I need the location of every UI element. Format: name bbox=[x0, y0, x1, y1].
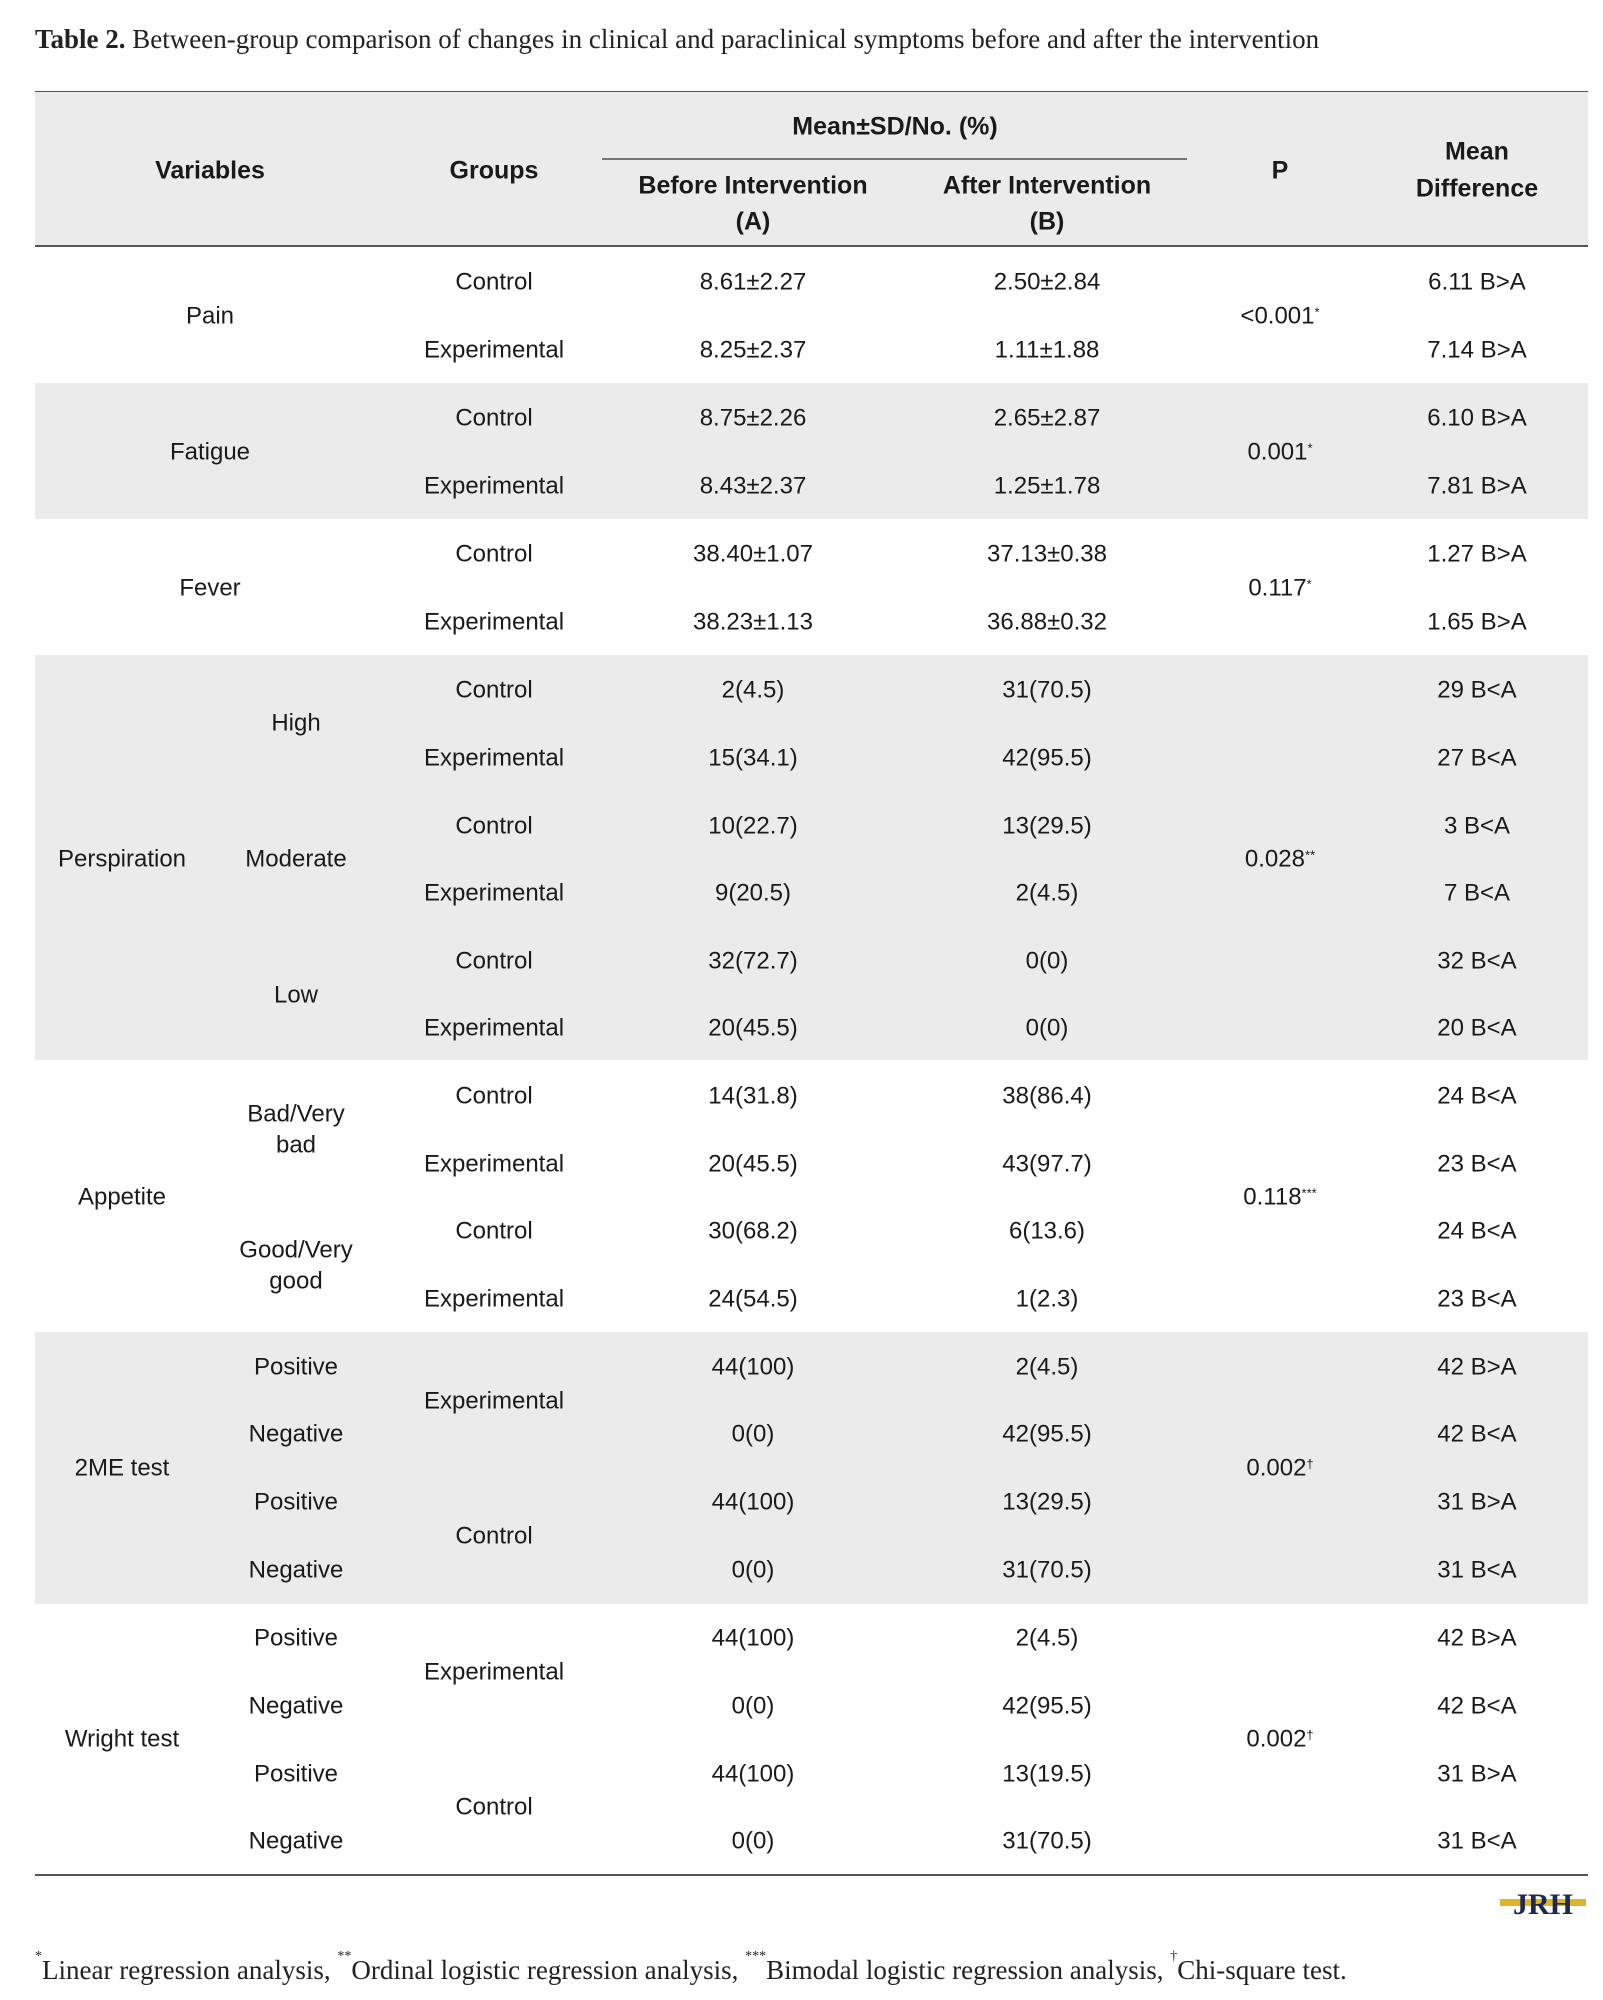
p-value: 0.001* bbox=[1247, 438, 1313, 466]
before-cell: 44(100) bbox=[711, 1624, 795, 1652]
after-cell: 1(2.3) bbox=[1015, 1285, 1079, 1313]
diff-cell: 1.27 B>A bbox=[1427, 540, 1527, 568]
after-cell: 42(95.5) bbox=[1002, 1420, 1092, 1448]
group-cell: Experimental bbox=[423, 744, 565, 772]
before-cell: 0(0) bbox=[731, 1827, 775, 1855]
diff-cell: 7 B<A bbox=[1443, 879, 1511, 907]
p-value: 0.028** bbox=[1244, 845, 1316, 873]
group-cell: Control bbox=[455, 404, 533, 432]
diff-cell: 6.10 B>A bbox=[1427, 404, 1527, 432]
level-high: High bbox=[271, 709, 321, 737]
group-cell: Experimental bbox=[423, 472, 565, 500]
group-cell: Experimental bbox=[423, 1387, 565, 1415]
after-cell: 38(86.4) bbox=[1002, 1082, 1092, 1110]
before-cell: 44(100) bbox=[711, 1488, 795, 1516]
group-cell: Experimental bbox=[423, 1658, 565, 1686]
variable-perspiration: Perspiration bbox=[57, 845, 187, 873]
p-value: <0.001* bbox=[1240, 302, 1320, 330]
header-rule bbox=[35, 245, 1588, 247]
variable-pain: Pain bbox=[185, 302, 235, 330]
group-cell: Experimental bbox=[423, 1285, 565, 1313]
level-cell: Negative bbox=[248, 1827, 344, 1855]
header-mean-sd: Mean±SD/No. (%) bbox=[792, 112, 998, 141]
group-cell: Experimental bbox=[423, 1014, 565, 1042]
after-cell: 31(70.5) bbox=[1002, 676, 1092, 704]
diff-cell: 1.65 B>A bbox=[1427, 608, 1527, 636]
before-cell: 9(20.5) bbox=[714, 879, 792, 907]
header-mean-diff-2: Difference bbox=[1415, 174, 1539, 203]
diff-cell: 31 B<A bbox=[1437, 1827, 1517, 1855]
diff-cell: 42 B<A bbox=[1437, 1420, 1517, 1448]
before-cell: 44(100) bbox=[711, 1353, 795, 1381]
level-bad-2: bad bbox=[275, 1131, 317, 1159]
diff-cell: 20 B<A bbox=[1437, 1014, 1517, 1042]
after-cell: 31(70.5) bbox=[1002, 1556, 1092, 1584]
group-cell: Control bbox=[455, 1793, 533, 1821]
diff-cell: 29 B<A bbox=[1437, 676, 1517, 704]
after-cell: 2.65±2.87 bbox=[993, 404, 1101, 432]
diff-cell: 24 B<A bbox=[1437, 1082, 1517, 1110]
before-cell: 30(68.2) bbox=[708, 1217, 798, 1245]
group-cell: Experimental bbox=[423, 608, 565, 636]
before-cell: 2(4.5) bbox=[721, 676, 785, 704]
header-before: Before Intervention bbox=[638, 171, 868, 200]
group-cell: Control bbox=[455, 268, 533, 296]
level-good: Good/Very bbox=[239, 1236, 353, 1264]
diff-cell: 32 B<A bbox=[1437, 947, 1517, 975]
diff-cell: 23 B<A bbox=[1437, 1150, 1517, 1178]
group-cell: Control bbox=[455, 812, 533, 840]
level-good-2: good bbox=[269, 1267, 323, 1295]
jrh-logo bbox=[1500, 1887, 1586, 1919]
after-cell: 13(29.5) bbox=[1002, 812, 1092, 840]
diff-cell: 7.81 B>A bbox=[1427, 472, 1527, 500]
diff-cell: 31 B<A bbox=[1437, 1556, 1517, 1584]
header-groups: Groups bbox=[449, 156, 539, 185]
after-cell: 1.11±1.88 bbox=[994, 336, 1100, 364]
diff-cell: 42 B>A bbox=[1437, 1353, 1517, 1381]
after-cell: 43(97.7) bbox=[1002, 1150, 1092, 1178]
diff-cell: 31 B>A bbox=[1437, 1760, 1517, 1788]
variable-fatigue: Fatigue bbox=[169, 438, 251, 466]
before-cell: 10(22.7) bbox=[708, 812, 798, 840]
before-cell: 38.40±1.07 bbox=[693, 540, 813, 568]
header-after: After Intervention bbox=[942, 171, 1152, 200]
after-cell: 31(70.5) bbox=[1002, 1827, 1092, 1855]
after-cell: 6(13.6) bbox=[1008, 1217, 1086, 1245]
level-cell: Negative bbox=[248, 1556, 344, 1584]
level-cell: Positive bbox=[253, 1353, 339, 1381]
before-cell: 20(45.5) bbox=[708, 1014, 798, 1042]
diff-cell: 27 B<A bbox=[1437, 744, 1517, 772]
diff-cell: 42 B>A bbox=[1437, 1624, 1517, 1652]
after-cell: 0(0) bbox=[1025, 1014, 1069, 1042]
table-title: Between-group comparison of changes in clinical and paraclinical symptoms before and after the intervention bbox=[125, 24, 1320, 54]
variable-appetite: Appetite bbox=[77, 1183, 167, 1211]
group-cell: Control bbox=[455, 1522, 533, 1550]
header-p: P bbox=[1271, 156, 1289, 185]
table-label: Table 2. bbox=[35, 24, 126, 54]
group-cell: Control bbox=[455, 947, 533, 975]
diff-cell: 23 B<A bbox=[1437, 1285, 1517, 1313]
after-cell: 42(95.5) bbox=[1002, 744, 1092, 772]
level-low: Low bbox=[273, 981, 319, 1009]
before-cell: 8.25±2.37 bbox=[699, 336, 807, 364]
variable-fever: Fever bbox=[179, 574, 241, 602]
p-value: 0.002† bbox=[1246, 1454, 1314, 1482]
after-cell: 13(19.5) bbox=[1002, 1760, 1092, 1788]
after-cell: 2(4.5) bbox=[1015, 1624, 1079, 1652]
level-cell: Positive bbox=[253, 1624, 339, 1652]
before-cell: 0(0) bbox=[731, 1692, 775, 1720]
diff-cell: 42 B<A bbox=[1437, 1692, 1517, 1720]
after-cell: 1.25±1.78 bbox=[993, 472, 1101, 500]
after-cell: 2.50±2.84 bbox=[993, 268, 1101, 296]
before-cell: 8.75±2.26 bbox=[699, 404, 807, 432]
after-cell: 2(4.5) bbox=[1015, 879, 1079, 907]
after-cell: 37.13±0.38 bbox=[987, 540, 1107, 568]
before-cell: 38.23±1.13 bbox=[693, 608, 813, 636]
header-mean-diff: Mean bbox=[1445, 137, 1509, 166]
group-cell: Control bbox=[455, 676, 533, 704]
after-cell: 13(29.5) bbox=[1002, 1488, 1092, 1516]
group-cell: Experimental bbox=[423, 336, 565, 364]
before-cell: 32(72.7) bbox=[708, 947, 798, 975]
diff-cell: 7.14 B>A bbox=[1427, 336, 1527, 364]
group-cell: Control bbox=[455, 540, 533, 568]
before-cell: 8.61±2.27 bbox=[699, 268, 807, 296]
table-caption bbox=[35, 24, 1575, 55]
diff-cell: 6.11 B>A bbox=[1428, 268, 1526, 296]
before-cell: 44(100) bbox=[711, 1760, 795, 1788]
p-value: 0.117* bbox=[1248, 574, 1312, 602]
before-cell: 8.43±2.37 bbox=[699, 472, 807, 500]
before-cell: 24(54.5) bbox=[708, 1285, 798, 1313]
header-variables: Variables bbox=[155, 156, 265, 185]
diff-cell: 24 B<A bbox=[1437, 1217, 1517, 1245]
after-cell: 42(95.5) bbox=[1002, 1692, 1092, 1720]
group-cell: Control bbox=[455, 1082, 533, 1110]
variable-wright: Wright test bbox=[64, 1725, 180, 1753]
after-cell: 0(0) bbox=[1025, 947, 1069, 975]
header-before-code: (A) bbox=[735, 207, 771, 236]
mean-sd-rule bbox=[602, 158, 1187, 160]
p-value: 0.118*** bbox=[1243, 1183, 1317, 1211]
before-cell: 20(45.5) bbox=[708, 1150, 798, 1178]
bottom-rule bbox=[35, 1874, 1588, 1876]
level-cell: Negative bbox=[248, 1420, 344, 1448]
group-cell: Control bbox=[455, 1217, 533, 1245]
after-cell: 36.88±0.32 bbox=[987, 608, 1107, 636]
p-value: 0.002† bbox=[1246, 1725, 1314, 1753]
level-moderate: Moderate bbox=[245, 845, 347, 873]
level-cell: Positive bbox=[253, 1760, 339, 1788]
after-cell: 2(4.5) bbox=[1015, 1353, 1079, 1381]
header-after-code: (B) bbox=[1029, 207, 1065, 236]
band-fatigue bbox=[35, 383, 1588, 519]
group-cell: Experimental bbox=[423, 879, 565, 907]
before-cell: 14(31.8) bbox=[708, 1082, 798, 1110]
level-cell: Positive bbox=[253, 1488, 339, 1516]
level-bad: Bad/Very bbox=[247, 1100, 345, 1128]
diff-cell: 3 B<A bbox=[1443, 812, 1511, 840]
table-footnote: *Linear regression analysis, **Ordinal logistic regression analysis, ***Bimodal logistic regression analysis, †Chi-square test. bbox=[35, 1949, 1347, 1985]
before-cell: 15(34.1) bbox=[708, 744, 798, 772]
level-cell: Negative bbox=[248, 1692, 344, 1720]
diff-cell: 31 B>A bbox=[1437, 1488, 1517, 1516]
before-cell: 0(0) bbox=[731, 1420, 775, 1448]
group-cell: Experimental bbox=[423, 1150, 565, 1178]
logo-text: JRH bbox=[1513, 1888, 1573, 1919]
variable-2me: 2ME test bbox=[74, 1454, 170, 1482]
before-cell: 0(0) bbox=[731, 1556, 775, 1584]
